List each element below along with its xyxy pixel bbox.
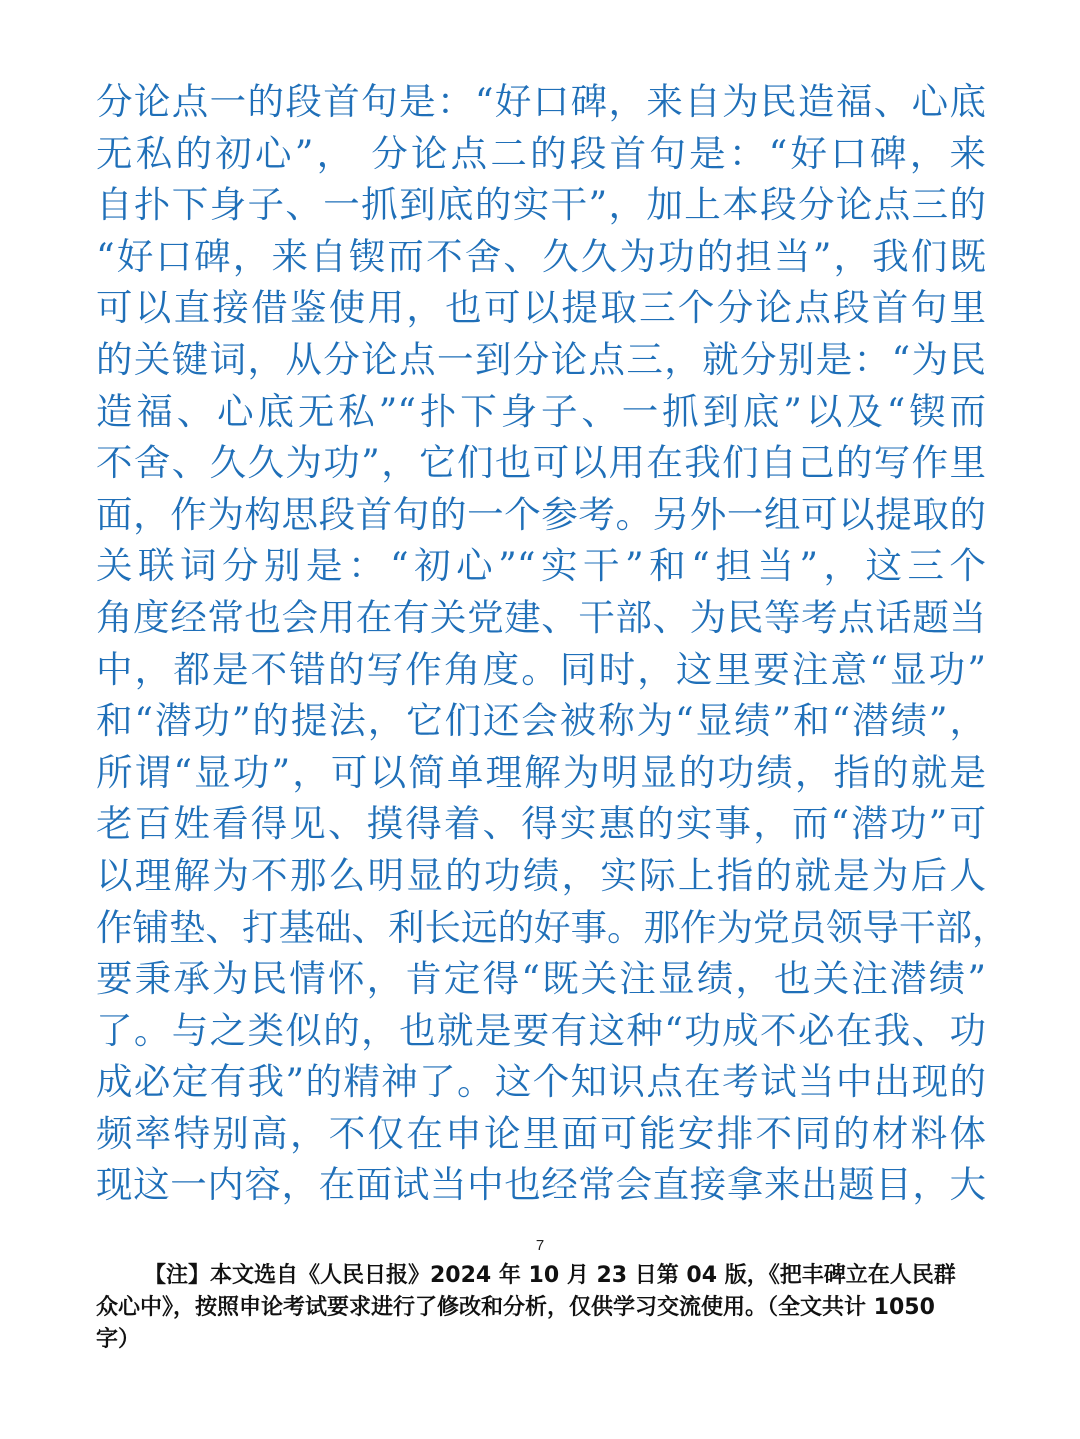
body-line: 所谓“显功”，可以简单理解为明显的功绩，指的就是 bbox=[96, 750, 986, 794]
source-note bbox=[96, 1260, 986, 1356]
body-line: 可以直接借鉴使用，也可以提取三个分论点段首句里 bbox=[96, 286, 986, 330]
body-line: 以理解为不那么明显的功绩，实际上指的就是为后人 bbox=[96, 853, 986, 897]
body-line: 关联词分别是：“初心”“实干”和“担当”，这三个 bbox=[96, 544, 986, 588]
body-line: 的关键词，从分论点一到分论点三，就分别是：“为民 bbox=[96, 337, 986, 381]
body-line: 了。与之类似的，也就是要有这种“功成不必在我、功 bbox=[96, 1008, 986, 1052]
body-line: 分论点一的段首句是：“好口碑，来自为民造福、心底 bbox=[96, 80, 986, 123]
body-line: 作铺垫、打基础、利长远的好事。那作为党员领导干部， bbox=[96, 905, 1009, 949]
note-line: 众心中》，按照申论考试要求进行了修改和分析，仅供学习交流使用。（全文共计 1050 bbox=[96, 1295, 935, 1320]
body-paragraph bbox=[96, 76, 1009, 1211]
body-line: 造福、心底无私”“扑下身子、一抓到底”以及“锲而 bbox=[96, 389, 986, 433]
body-line: 老百姓看得见、摸得着、得实惠的实事，而“潜功”可 bbox=[96, 802, 986, 846]
body-line: 成必定有我”的精神了。这个知识点在考试当中出现的 bbox=[96, 1060, 986, 1104]
body-line: 现这一内容，在面试当中也经常会直接拿来出题目，大 bbox=[96, 1163, 986, 1207]
body-line: 要秉承为民情怀，肯定得“既关注显绩，也关注潜绩” bbox=[96, 957, 986, 1001]
body-line: 无私的初心”， 分论点二的段首句是：“好口碑，来 bbox=[96, 131, 986, 175]
body-line: 角度经常也会用在有关党建、干部、为民等考点话题当 bbox=[96, 595, 986, 639]
page-number: 7 bbox=[535, 1237, 545, 1254]
body-line: 自扑下身子、一抓到底的实干”，加上本段分论点三的 bbox=[96, 183, 986, 227]
body-line: 不舍、久久为功”，它们也可以用在我们自己的写作里 bbox=[96, 441, 986, 485]
body-line: 面，作为构思段首句的一个参考。另外一组可以提取的 bbox=[96, 492, 986, 536]
body-line: 频率特别高，不仅在申论里面可能安排不同的材料体 bbox=[96, 1111, 986, 1155]
body-line: 中，都是不错的写作角度。同时，这里要注意“显功” bbox=[96, 647, 986, 691]
body-line: “好口碑，来自锲而不舍、久久为功的担当”，我们既 bbox=[96, 234, 986, 278]
note-line: 【注】本文选自《人民日报》2024 年 10 月 23 日第 04 版，《把丰碑立在人民群 bbox=[144, 1263, 956, 1288]
body-line: 和“潜功”的提法，它们还会被称为“显绩”和“潜绩”， bbox=[96, 699, 986, 743]
note-line: 字） bbox=[96, 1327, 141, 1352]
